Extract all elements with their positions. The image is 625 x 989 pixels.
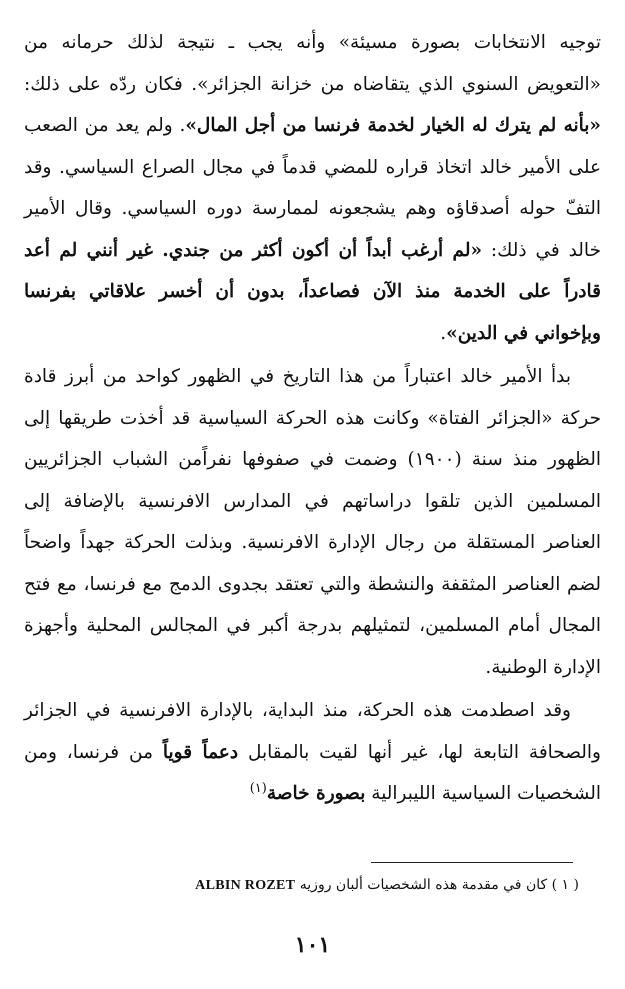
text-segment: وقد اصطدمت هذه الحركة، منذ البداية، بالإدارة الافرنسية في الجزائر والصحافة التابعة لها، غير أنها لقيت بالمقابل: [24, 700, 601, 763]
text-segment: بدأ الأمير خالد اعتباراً من هذا التاريخ في الظهور كواحد من أبرز قادة حركة «الجزائر الفتاة» وكانت هذه الحركة السياسية قد أخذت طريقها إلى الظهور منذ سنة (١٩٠٠) وضمت في صفوفها نفراًمن الشباب الجزائريين المسلمين الذين تلقوا دراساتهم في المدارس الافرنسية بالإضافة إلى العناصر المستقلة من رجال الإدارة الافرنسية. وبذلت الحركة جهداً واضحاً لضم العناصر المثقفة والنشطة والتي تعتقد بجدوى الدمج مع فرنسا، مع فتح المجال أمام المسلمين، لتمثيلهم بدرجة أكبر في المجالس المحلية وأجهزة الإدارة الوطنية.: [24, 366, 601, 678]
quote-bold: «بأنه لم يترك له الخيار لخدمة فرنسا من أجل المال»: [185, 115, 601, 136]
text-segment: من فرنسا، ومن الشخصيات السياسية الليبرالية: [24, 741, 601, 804]
text-segment: .: [440, 322, 447, 344]
text-segment: توجيه الانتخابات بصورة مسيئة» وأنه يجب ـ نتيجة لذلك حرمانه من «التعويض السنوي الذي يتقاضاه من خزانة الجزائر». فكان ردّه على ذلك:: [24, 32, 601, 95]
footnote-latin-name: ALBIN ROZET: [195, 878, 296, 893]
page-number: ١٠١: [294, 932, 331, 958]
main-text: [24, 22, 601, 815]
paragraph-1: [24, 22, 601, 354]
emphasis-bold: بصورة خاصة: [266, 783, 366, 804]
footnote-divider: [371, 862, 573, 863]
footnote-text: كان في مقدمة هذه الشخصيات ألبان روزيه: [299, 877, 548, 893]
paragraph-2: [24, 356, 601, 688]
footnote-marker: ( ١ ): [551, 877, 579, 893]
footnote-reference: (١): [249, 780, 267, 796]
text-segment: . ولم يعد من الصعب على الأمير خالد اتخاذ قراره للمضي قدماً في مجال الصراع السياسي. وقد التفّ حوله أصدقاؤه وهم يشجعونه لممارسة دوره السياسي. وقال الأمير خالد في ذلك:: [24, 115, 602, 261]
emphasis-bold: دعماً قوياً: [162, 741, 239, 763]
footnote: [40, 874, 579, 897]
paragraph-3: [24, 690, 601, 815]
quote-bold: «لم أرغب أبداً أن أكون أكثر من جندي. غير أنني لم أعد قادراً على الخدمة منذ الآن فصاعداً، بدون أن أخسر علاقاتي بفرنسا وبإخواني في الدين»: [24, 239, 601, 344]
